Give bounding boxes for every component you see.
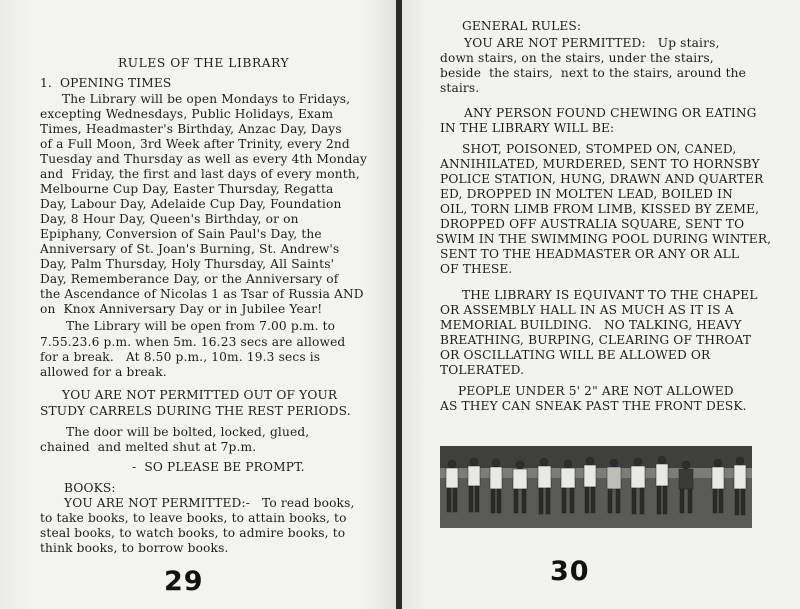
text-line: think books, to borrow books. [40,541,229,555]
text-line: TOLERATED. [440,363,525,377]
page-number: 29 [164,566,204,597]
text-line: OR OSCILLATING WILL BE ALLOWED OR [440,348,711,362]
text-line: stairs. [440,81,480,95]
text-line: Tuesday and Thursday as well as every 4th Monday [40,152,367,166]
team-photo [440,446,752,528]
text-line: Day, Palm Thursday, Holy Thursday, All Saints' [40,257,335,271]
text-line: IN THE LIBRARY WILL BE: [440,121,615,135]
text-line: The Library will be open Mondays to Fridays, [62,92,351,106]
text-line: Epiphany, Conversion of Sain Paul's Day, the [40,227,322,241]
text-line: Anniversary of St. Joan's Burning, St. Andrew's [40,242,340,256]
section-heading-general-rules: GENERAL RULES: [462,19,582,33]
text-line: ED, DROPPED IN MOLTEN LEAD, BOILED IN [440,187,733,201]
text-line: SWIM IN THE SWIMMING POOL DURING WINTER, [436,232,772,246]
text-line: MEMORIAL BUILDING. NO TALKING, HEAVY [440,318,742,332]
text-line: YOU ARE NOT PERMITTED:- To read books, [64,496,355,510]
text-line: for a break. At 8.50 p.m., 10m. 19.3 secs is [40,350,321,364]
text-line: down stairs, on the stairs, under the stairs, [440,51,714,65]
text-line: ANY PERSON FOUND CHEWING OR EATING [464,106,757,120]
text-line: Day, 8 Hour Day, Queen's Birthday, or on [40,212,299,226]
text-line: AS THEY CAN SNEAK PAST THE FRONT DESK. [440,399,747,413]
text-line: Melbourne Cup Day, Easter Thursday, Regatta [40,182,334,196]
text-line: steal books, to watch books, to admire books, to [40,526,346,540]
section-heading-opening-times: 1. OPENING TIMES [40,76,172,90]
page-number: 30 [550,556,590,587]
text-line: DROPPED OFF AUSTRALIA SQUARE, SENT TO [440,217,745,231]
text-line: OF THESE. [440,262,513,276]
rugby-team-photo-icon [440,446,752,528]
text-line: on Knox Anniversary Day or in Jubilee Year! [40,302,323,316]
text-line: allowed for a break. [40,365,167,379]
text-line: ANNIHILATED, MURDERED, SENT TO HORNSBY [440,157,760,171]
text-line: STUDY CARRELS DURING THE REST PERIODS. [40,404,351,418]
text-line: of a Full Moon, 3rd Week after Trinity, every 2nd [40,137,350,151]
left-page [0,0,396,609]
text-line: Day, Rememberance Day, or the Anniversary of [40,272,339,286]
text-line: to take books, to leave books, to attain books, to [40,511,347,525]
text-line: beside the stairs, next to the stairs, around the [440,66,746,80]
text-line: excepting Wednesdays, Public Holidays, Exam [40,107,334,121]
text-line: THE LIBRARY IS EQUIVANT TO THE CHAPEL [462,288,758,302]
text-line: chained and melted shut at 7p.m. [40,440,257,454]
text-line: PEOPLE UNDER 5' 2" ARE NOT ALLOWED [458,384,734,398]
text-line: Day, Labour Day, Adelaide Cup Day, Foundation [40,197,342,211]
text-line: POLICE STATION, HUNG, DRAWN AND QUARTER [440,172,764,186]
text-line: SHOT, POISONED, STOMPED ON, CANED, [462,142,737,156]
text-line: 7.55.23.6 p.m. when 5m. 16.23 secs are allowed [40,335,346,349]
text-line: OR ASSEMBLY HALL IN AS MUCH AS IT IS A [440,303,734,317]
be-prompt-line: - SO PLEASE BE PROMPT. [132,460,305,474]
text-line: YOU ARE NOT PERMITTED OUT OF YOUR [62,388,338,402]
text-line: the Ascendance of Nicolas 1 as Tsar of Russia AND [40,287,364,301]
text-line: and Friday, the first and last days of every month, [40,167,360,181]
text-line: The Library will be open from 7.00 p.m. to [66,319,336,333]
section-heading-books: BOOKS: [64,481,116,495]
text-line: SENT TO THE HEADMASTER OR ANY OR ALL [440,247,740,261]
text-line: BREATHING, BURPING, CLEARING OF THROAT [440,333,752,347]
text-line: Times, Headmaster's Birthday, Anzac Day, Days [40,122,342,136]
text-line: The door will be bolted, locked, glued, [66,425,310,439]
page-title: RULES OF THE LIBRARY [118,56,290,70]
text-line: YOU ARE NOT PERMITTED: Up stairs, [464,36,720,50]
text-line: OIL, TORN LIMB FROM LIMB, KISSED BY ZEME, [440,202,760,216]
